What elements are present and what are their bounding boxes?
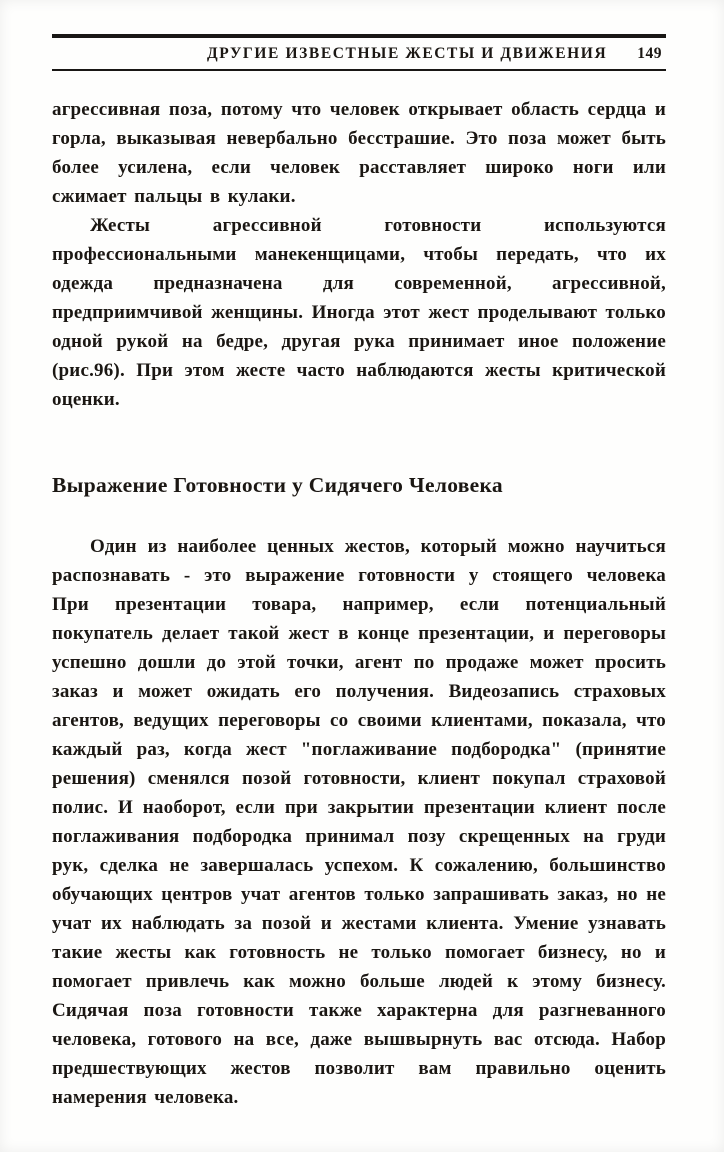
page-number: 149 bbox=[637, 45, 662, 62]
page-body bbox=[52, 71, 666, 1112]
body-paragraph-2: Жесты агрессивной готовности используются профессиональными манекенщицами, чтобы передать, что их одежда предназначена для современной, агрессивной, предприимчивой женщины. Иногда этот жест проделывают только одной рукой на бедре, другая рука принимает иное положение (рис.96). При этом жесте часто наблюдаются жесты критической оценки. bbox=[52, 215, 666, 410]
body-paragraph-1: агрессивная поза, потому что человек открывает область сердца и горла, выказывая невербально бесстрашие. Это поза может быть более усилена, если человек расставляет широко ноги или сжимает пальцы в кулаки. bbox=[52, 99, 666, 207]
running-header-title: ДРУГИЕ ИЗВЕСТНЫЕ ЖЕСТЫ И ДВИЖЕНИЯ bbox=[207, 45, 608, 62]
body-paragraph-3: Один из наиболее ценных жестов, который можно научиться распознавать - это выражение готовности у стоящего человека При презентации товара, например, если потенциальный покупатель делает такой жест в конце презентации, и переговоры успешно дошли до этой точки, агент по продаже может просить заказ и может ожидать его получения. Видеозапись страховых агентов, ведущих переговоры со своими клиентами, показала, что каждый раз, когда жест "поглаживание подбородка" (принятие решения) сменялся позой готовности, клиент покупал страховой полис. И наоборот, если при закрытии презентации клиент после поглаживания подбородка принимал позу скрещенных на груди рук, сделка не завершалась успехом. К сожалению, большинство обучающих центров учат агентов только запрашивать заказ, но не учат их наблюдать за позой и жестами клиента. Умение узнавать такие жесты как готовность не только помогает бизнесу, но и помогает привлечь как можно больше людей к этому бизнесу. Сидячая поза готовности также характерна для разгневанного человека, готового на все, даже вышвырнуть вас отсюда. Набор предшествующих жестов позволит вам правильно оценить намерения человека. bbox=[52, 536, 666, 1108]
section-heading: Выражение Готовности у Сидячего Человека bbox=[52, 473, 503, 497]
running-header bbox=[52, 34, 666, 71]
running-header-line bbox=[52, 38, 666, 69]
